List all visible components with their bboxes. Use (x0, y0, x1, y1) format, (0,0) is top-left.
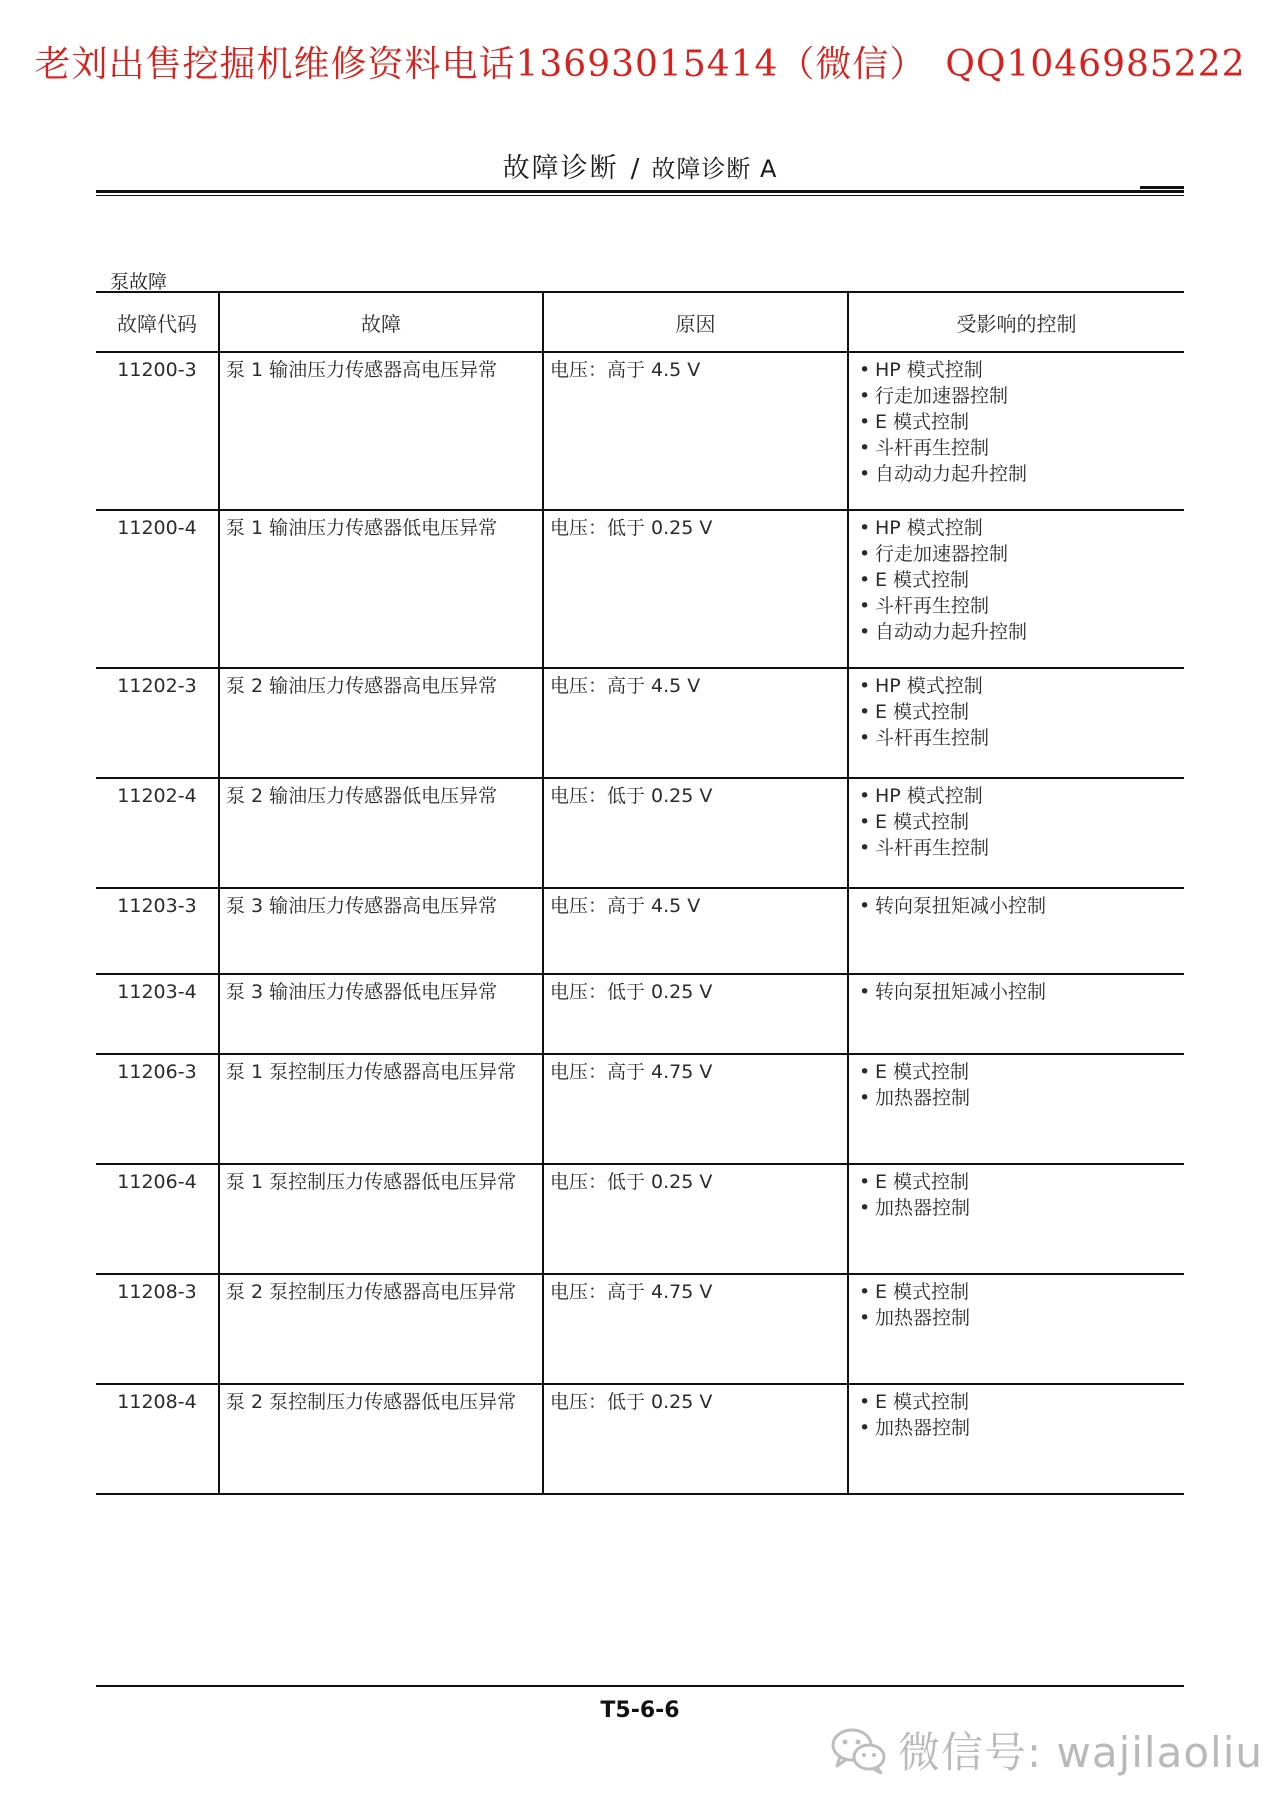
cell-affected-controls (848, 1164, 1184, 1274)
cell-fault-description: 泵 1 泵控制压力传感器低电压异常 (219, 1164, 543, 1274)
affected-control-item: • HP 模式控制 (857, 673, 1178, 699)
table-row (96, 888, 1184, 974)
table-row (96, 1164, 1184, 1274)
cell-fault-code: 11208-3 (96, 1274, 219, 1384)
affected-control-item: • E 模式控制 (857, 1389, 1178, 1415)
header-subtitle: 故障诊断 A (651, 155, 778, 183)
wechat-id-label: 微信号: wajilaoliu (898, 1728, 1263, 1777)
affected-controls-list (855, 1169, 1178, 1221)
table-row (96, 1054, 1184, 1164)
affected-control-item: • HP 模式控制 (857, 783, 1178, 809)
affected-control-item: • 加热器控制 (857, 1195, 1178, 1221)
cell-affected-controls (848, 668, 1184, 778)
affected-control-item: • HP 模式控制 (857, 515, 1178, 541)
affected-control-item: • 行走加速器控制 (857, 383, 1178, 409)
affected-control-item: • E 模式控制 (857, 567, 1178, 593)
cell-affected-controls (848, 1274, 1184, 1384)
cell-fault-code: 11208-4 (96, 1384, 219, 1494)
cell-affected-controls (848, 1384, 1184, 1494)
affected-controls-list (855, 673, 1178, 751)
table-row (96, 778, 1184, 888)
cell-cause: 电压：低于 0.25 V (543, 1164, 848, 1274)
affected-controls-list (855, 1059, 1178, 1111)
page-header (96, 146, 1184, 185)
affected-controls-list (855, 783, 1178, 861)
cell-cause: 电压：低于 0.25 V (543, 510, 848, 668)
cell-cause: 电压：低于 0.25 V (543, 1384, 848, 1494)
cell-affected-controls (848, 510, 1184, 668)
cell-cause: 电压：高于 4.5 V (543, 668, 848, 778)
table-row (96, 974, 1184, 1054)
cell-fault-code: 11200-4 (96, 510, 219, 668)
wechat-logo-icon (830, 1726, 888, 1774)
table-row (96, 510, 1184, 668)
cell-cause: 电压：低于 0.25 V (543, 974, 848, 1054)
affected-controls-list (855, 893, 1178, 919)
cell-fault-code: 11203-4 (96, 974, 219, 1054)
cell-affected-controls (848, 888, 1184, 974)
affected-control-item: • E 模式控制 (857, 809, 1178, 835)
affected-controls-list (855, 515, 1178, 645)
cell-fault-description: 泵 2 泵控制压力传感器低电压异常 (219, 1384, 543, 1494)
section-title: 泵故障 (110, 271, 168, 293)
affected-controls-list (855, 979, 1178, 1005)
affected-control-item: • 加热器控制 (857, 1305, 1178, 1331)
column-header-cause: 原因 (543, 292, 848, 352)
header-separator: / (630, 154, 640, 184)
fault-code-table (96, 291, 1184, 1495)
cell-fault-description: 泵 2 输油压力传感器低电压异常 (219, 778, 543, 888)
table-row (96, 352, 1184, 510)
affected-control-item: • 行走加速器控制 (857, 541, 1178, 567)
affected-control-item: • 斗杆再生控制 (857, 835, 1178, 861)
cell-cause: 电压：高于 4.5 V (543, 352, 848, 510)
affected-control-item: • 斗杆再生控制 (857, 593, 1178, 619)
cell-affected-controls (848, 352, 1184, 510)
affected-control-item: • 转向泵扭矩减小控制 (857, 979, 1178, 1005)
affected-control-item: • 转向泵扭矩减小控制 (857, 893, 1178, 919)
header-rule-accent (1140, 186, 1184, 189)
affected-control-item: • 加热器控制 (857, 1085, 1178, 1111)
header-rule (96, 190, 1184, 193)
affected-control-item: • 自动动力起升控制 (857, 619, 1178, 645)
affected-controls-list (855, 357, 1178, 487)
page-number: T5-6-6 (600, 1698, 680, 1723)
cell-fault-code: 11202-3 (96, 668, 219, 778)
table-row (96, 668, 1184, 778)
cell-fault-code: 11206-3 (96, 1054, 219, 1164)
table-header-row (96, 292, 1184, 352)
cell-fault-description: 泵 2 泵控制压力传感器高电压异常 (219, 1274, 543, 1384)
affected-control-item: • 斗杆再生控制 (857, 435, 1178, 461)
cell-fault-description: 泵 3 输油压力传感器高电压异常 (219, 888, 543, 974)
header-title: 故障诊断 (502, 153, 619, 184)
header-rule-thin (96, 195, 1184, 196)
cell-fault-code: 11206-4 (96, 1164, 219, 1274)
cell-cause: 电压：高于 4.75 V (543, 1274, 848, 1384)
watermark-contact-banner: 老刘出售挖掘机维修资料电话13693015414（微信） QQ1046985222 (34, 44, 1246, 85)
wechat-watermark (830, 1722, 1263, 1778)
affected-control-item: • HP 模式控制 (857, 357, 1178, 383)
affected-control-item: • E 模式控制 (857, 1169, 1178, 1195)
cell-fault-code: 11200-3 (96, 352, 219, 510)
column-header-controls: 受影响的控制 (848, 292, 1184, 352)
table-row (96, 1274, 1184, 1384)
cell-affected-controls (848, 778, 1184, 888)
cell-fault-description: 泵 1 泵控制压力传感器高电压异常 (219, 1054, 543, 1164)
affected-control-item: • E 模式控制 (857, 409, 1178, 435)
affected-control-item: • E 模式控制 (857, 699, 1178, 725)
affected-control-item: • 加热器控制 (857, 1415, 1178, 1441)
table-row (96, 1384, 1184, 1494)
affected-controls-list (855, 1279, 1178, 1331)
cell-affected-controls (848, 1054, 1184, 1164)
column-header-fault: 故障 (219, 292, 543, 352)
affected-control-item: • 斗杆再生控制 (857, 725, 1178, 751)
cell-affected-controls (848, 974, 1184, 1054)
cell-cause: 电压：低于 0.25 V (543, 778, 848, 888)
column-header-code: 故障代码 (96, 292, 219, 352)
cell-cause: 电压：高于 4.5 V (543, 888, 848, 974)
cell-fault-description: 泵 3 输油压力传感器低电压异常 (219, 974, 543, 1054)
footer-rule (96, 1685, 1184, 1687)
affected-controls-list (855, 1389, 1178, 1441)
cell-cause: 电压：高于 4.75 V (543, 1054, 848, 1164)
cell-fault-description: 泵 1 输油压力传感器低电压异常 (219, 510, 543, 668)
cell-fault-description: 泵 2 输油压力传感器高电压异常 (219, 668, 543, 778)
affected-control-item: • E 模式控制 (857, 1059, 1178, 1085)
cell-fault-description: 泵 1 输油压力传感器高电压异常 (219, 352, 543, 510)
cell-fault-code: 11202-4 (96, 778, 219, 888)
affected-control-item: • 自动动力起升控制 (857, 461, 1178, 487)
affected-control-item: • E 模式控制 (857, 1279, 1178, 1305)
cell-fault-code: 11203-3 (96, 888, 219, 974)
